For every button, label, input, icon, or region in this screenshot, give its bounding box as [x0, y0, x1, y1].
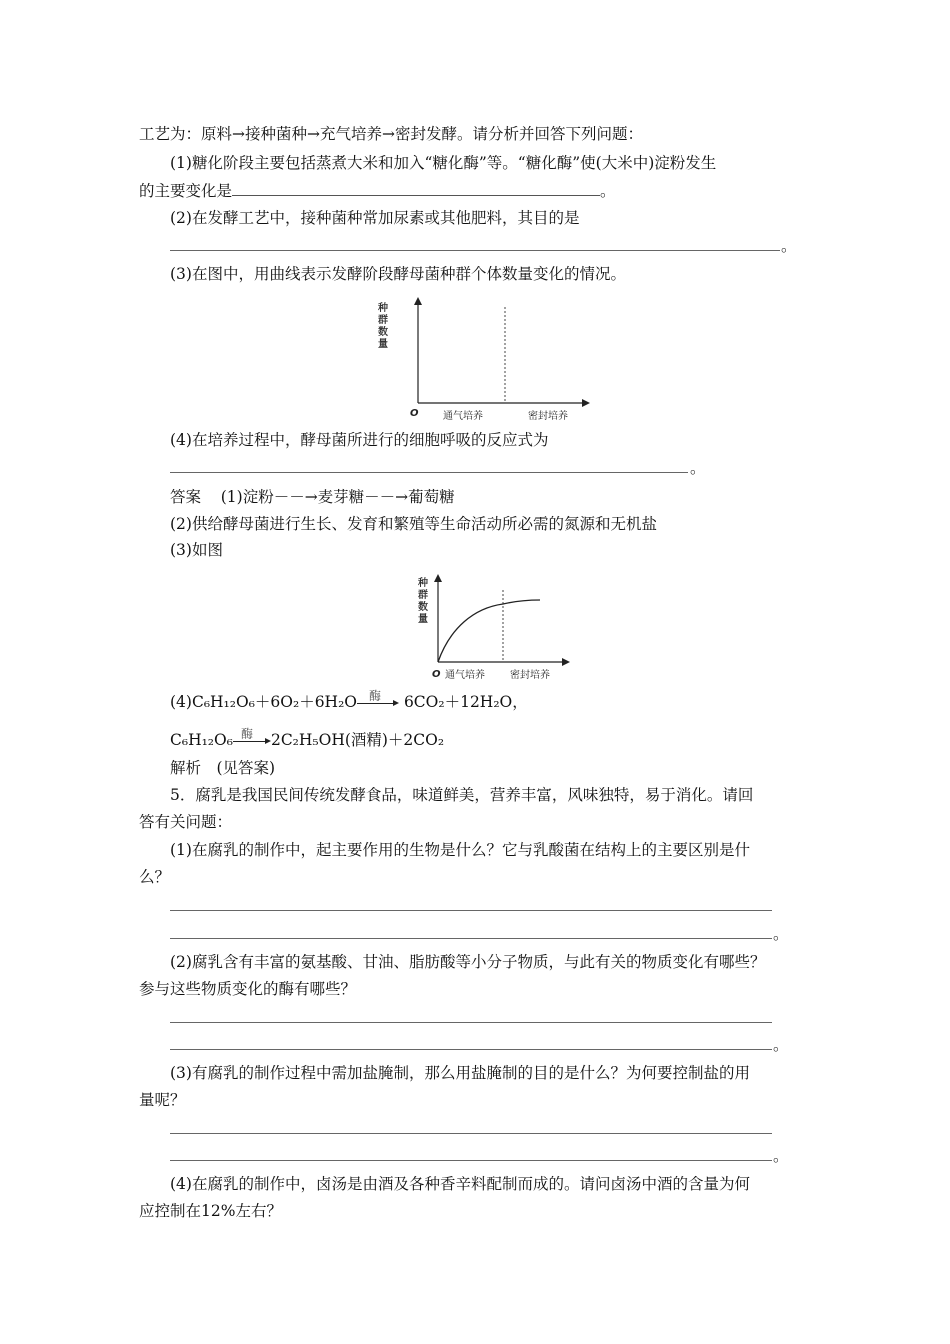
eq-prefix: (4)	[170, 693, 192, 711]
period: 。	[690, 459, 706, 477]
q4-text: (4)在培养过程中，酵母菌所进行的细胞呼吸的反应式为	[170, 431, 549, 449]
q5-2-answer-line-1[interactable]	[170, 1022, 772, 1023]
y-label-char: 群	[378, 315, 388, 326]
q5-1-answer-line-1[interactable]	[170, 910, 772, 911]
period: 。	[781, 237, 797, 255]
answer-2: (2)供给酵母菌进行生长、发育和繁殖等生命活动所必需的氮源和无机盐	[170, 515, 657, 533]
enzyme-label: 酶	[369, 689, 382, 703]
answer-label: 答案	[170, 488, 202, 506]
y-label-char: 种	[378, 303, 388, 314]
period: 。	[773, 1147, 789, 1165]
q5-1-answer-line-2[interactable]	[170, 938, 772, 939]
origin-label: O	[410, 408, 419, 419]
q5-4-text-continued: 应控制在12%左右？	[139, 1202, 282, 1220]
y-axis-arrow-icon	[434, 574, 442, 582]
answer-3: (3)如图	[170, 541, 223, 559]
growth-curve	[438, 600, 540, 662]
intro-line: 工艺为：原料→接种菌种→充气培养→密封发酵。请分析并回答下列问题：	[139, 125, 643, 143]
eq1-products: 6CO₂＋12H₂O	[403, 693, 513, 711]
y-label-char: 种	[418, 578, 428, 589]
blank-population-graph[interactable]	[370, 295, 600, 430]
q5-3-text-continued: 量呢？	[139, 1091, 186, 1109]
x-label-aeration: 通气培养	[443, 411, 483, 422]
x-axis-arrow-icon	[582, 399, 590, 407]
analysis-line: 解析 (见答案)	[170, 759, 276, 777]
y-label-char: 量	[378, 339, 388, 350]
period: 。	[600, 182, 616, 200]
q5-2-text-continued: 参与这些物质变化的酶有哪些？	[139, 980, 357, 998]
equation-anaerobic	[170, 727, 445, 750]
q5-3-text: (3)有腐乳的制作过程中需加盐腌制，那么用盐腌制的目的是什么？为何要控制盐的用	[170, 1064, 750, 1082]
q4-answer-line[interactable]	[170, 472, 688, 473]
equation-aerobic	[170, 689, 528, 712]
answer-population-graph	[416, 572, 576, 684]
eq2-reactants: C₆H₁₂O₆	[170, 731, 233, 749]
q5-3-answer-line-2[interactable]	[170, 1160, 772, 1161]
enzyme-label: 酶	[240, 727, 253, 741]
period: 。	[773, 925, 789, 943]
y-label-char: 数	[378, 327, 388, 338]
x-axis-arrow-icon	[562, 658, 570, 666]
q1-text: (1)糖化阶段主要包括蒸煮大米和加入“糖化酶”等。“糖化酶”使(大米中)淀粉发生	[170, 154, 717, 172]
answer-1-text: (1)淀粉－－→麦芽糖－－→葡萄糖	[220, 488, 455, 506]
x-label-sealed: 密封培养	[528, 411, 568, 422]
answer-1	[170, 487, 455, 507]
y-label-char: 群	[418, 590, 428, 601]
q5-2-answer-line-2[interactable]	[170, 1049, 772, 1050]
q3-text: (3)在图中，用曲线表示发酵阶段酵母菌种群个体数量变化的情况。	[170, 265, 626, 283]
q5-1-text: (1)在腐乳的制作中，起主要作用的生物是什么？它与乳酸菌在结构上的主要区别是什	[170, 841, 750, 859]
q2-answer-line[interactable]	[170, 250, 780, 251]
x-label-aeration: 通气培养	[445, 670, 485, 681]
q5-text-continued: 答有关问题：	[139, 813, 233, 831]
origin-label: O	[432, 669, 441, 680]
x-label-sealed: 密封培养	[510, 670, 550, 681]
q5-2-text: (2)腐乳含有丰富的氨基酸、甘油、脂肪酸等小分子物质，与此有关的物质变化有哪些？	[170, 953, 766, 971]
q1-text-tail: 的主要变化是	[139, 182, 233, 200]
y-axis-arrow-icon	[414, 297, 422, 305]
q5-3-answer-line-1[interactable]	[170, 1133, 772, 1134]
y-label-char: 数	[418, 602, 428, 613]
y-label-char: 量	[418, 614, 428, 625]
eq1-reactants: C₆H₁₂O₆＋6O₂＋6H₂O	[191, 693, 357, 711]
period: 。	[773, 1036, 789, 1054]
q5-text: 5．腐乳是我国民间传统发酵食品，味道鲜美，营养丰富，风味独特，易于消化。请回	[170, 786, 754, 804]
eq2-products: 2C₂H₅OH(酒精)＋2CO₂	[270, 731, 445, 749]
q5-1-text-continued: 么？	[139, 868, 171, 886]
q2-text: (2)在发酵工艺中，接种菌种常加尿素或其他肥料，其目的是	[170, 209, 580, 227]
enzyme-arrow-icon	[233, 727, 271, 750]
comma: ，	[512, 693, 528, 711]
q1-continuation	[139, 181, 616, 201]
enzyme-arrow-icon	[357, 689, 399, 712]
q5-4-text: (4)在腐乳的制作中，卤汤是由酒及各种香辛料配制而成的。请问卤汤中酒的含量为何	[170, 1175, 750, 1193]
q1-answer-blank[interactable]	[232, 181, 600, 196]
